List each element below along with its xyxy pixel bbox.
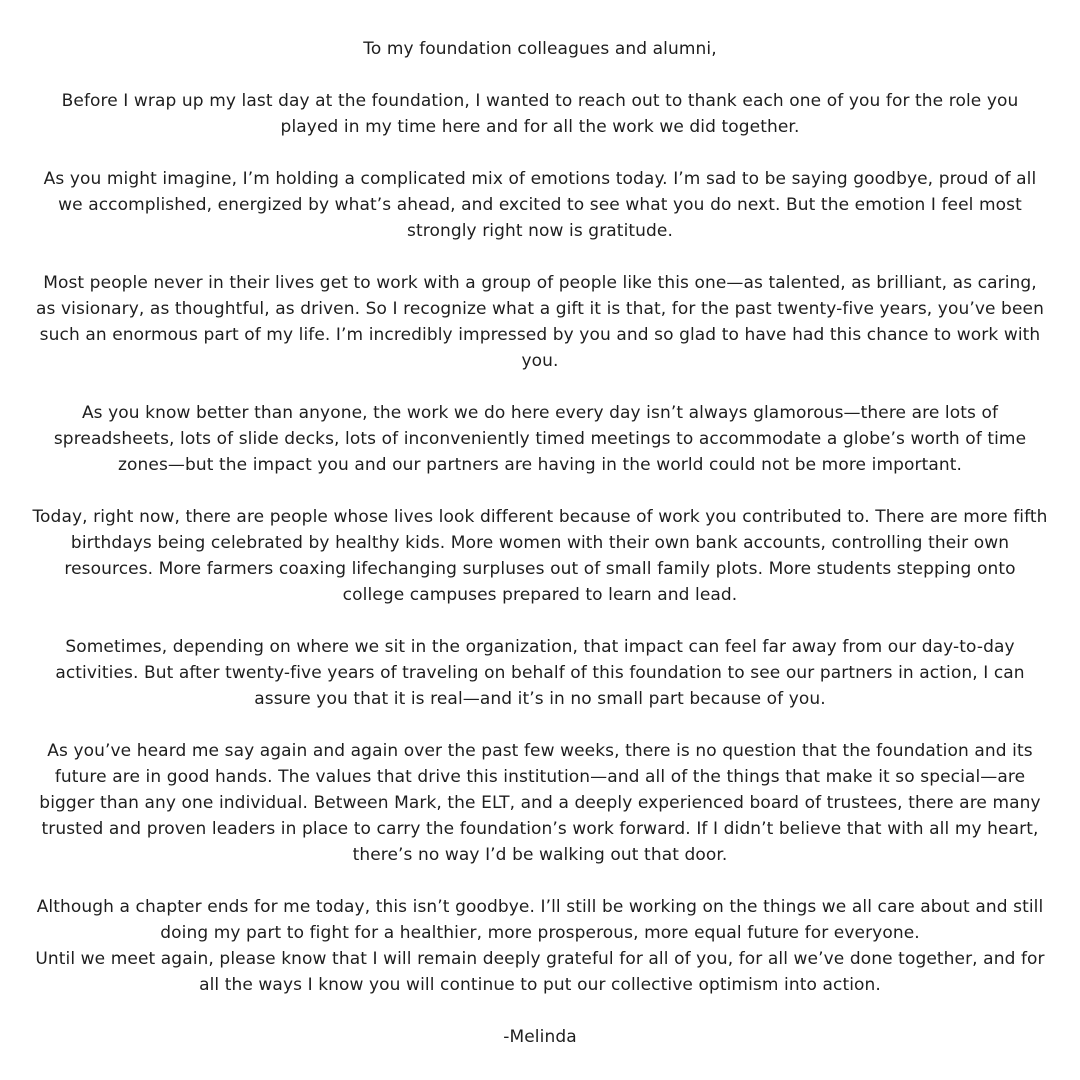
letter-paragraph: As you know better than anyone, the work we do here every day isn’t always glamorous—there are lots of spreadsheets, lots of slide decks, lots of inconveniently timed meetings to accommodate a globe’s worth of time zones—but the impact you and our partners are having in the world could not be more important. (53, 403, 1027, 475)
letter-paragraph: Today, right now, there are people whose lives look different because of work you contributed to. There are more fifth birthdays being celebrated by healthy kids. More women with their own bank accounts, controlling their own resources. More farmers coaxing lifechanging surpluses out of small family plots. More students stepping onto college campuses prepared to learn and lead. (32, 507, 1048, 605)
letter-paragraph: As you might imagine, I’m holding a complicated mix of emotions today. I’m sad to be saying goodbye, proud of all we accomplished, energized by what’s ahead, and excited to see what you do next. But the emotion I feel most strongly right now is gratitude. (43, 169, 1037, 241)
letter-paragraph: Before I wrap up my last day at the foundation, I wanted to reach out to thank each one of you for the role you played in my time here and for all the work we did together. (61, 91, 1019, 137)
letter-paragraph: Until we meet again, please know that I will remain deeply grateful for all of you, for all we’ve done together, and for all the ways I know you will continue to put our collective optimism into action. (35, 949, 1045, 995)
letter-paragraph: Sometimes, depending on where we sit in the organization, that impact can feel far away from our day-to-day activities. But after twenty-five years of traveling on behalf of this foundation to see our partners in action, I can assure you that it is real—and it’s in no small part because of you. (55, 637, 1025, 709)
letter-paragraph: As you’ve heard me say again and again over the past few weeks, there is no question that the foundation and its future are in good hands. The values that drive this institution—and all of the things that make it so special—are bigger than any one individual. Between Mark, the ELT, and a deeply experienced board of trustees, there are many trusted and proven leaders in place to carry the foundation’s work forward. If I didn’t believe that with all my heart, there’s no way I’d be walking out that door. (39, 741, 1041, 865)
letter-signature: -Melinda (503, 1027, 577, 1047)
letter-greeting: To my foundation colleagues and alumni, (363, 39, 717, 59)
letter-paragraph: Although a chapter ends for me today, this isn’t goodbye. I’ll still be working on the things we all care about and still doing my part to fight for a healthier, more prosperous, more equal future for everyone. (36, 897, 1044, 943)
letter-paragraph: Most people never in their lives get to work with a group of people like this one—as talented, as brilliant, as caring, as visionary, as thoughtful, as driven. So I recognize what a gift it is that, for the past twenty-five years, you’ve been such an enormous part of my life. I’m incredibly impressed by you and so glad to have had this chance to work with you. (36, 273, 1044, 371)
